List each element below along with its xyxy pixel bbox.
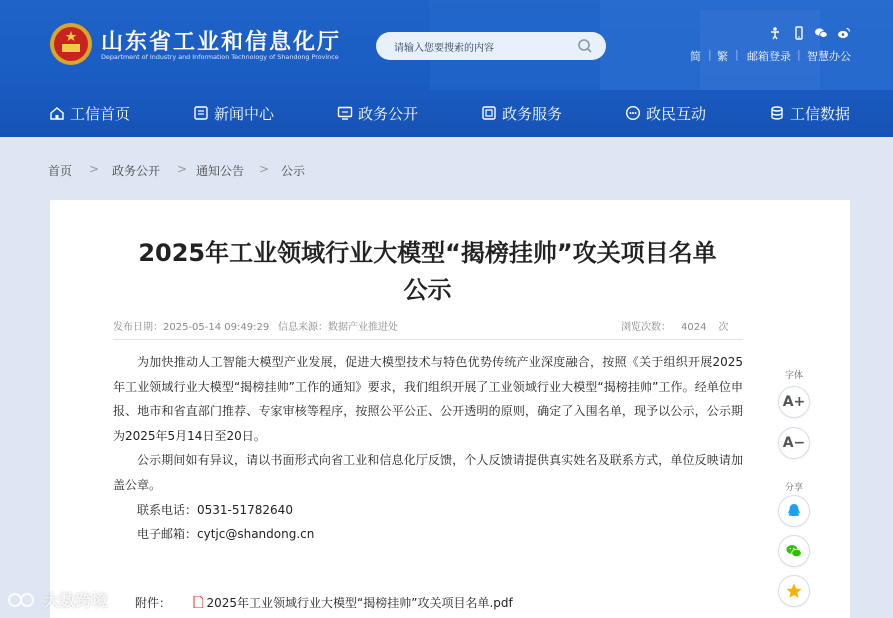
contact-phone: 联系电话：0531-51782640 xyxy=(137,502,293,517)
simplified-chinese-link[interactable]: 简 xyxy=(690,50,701,63)
home-icon xyxy=(49,105,65,121)
search-placeholder[interactable]: 请输入您要搜索的内容 xyxy=(394,43,494,54)
search-box[interactable] xyxy=(376,32,606,60)
quick-link-separator: | xyxy=(797,48,801,61)
font-decrease-label: A− xyxy=(782,435,806,451)
mailbox-login-link[interactable]: 邮箱登录 xyxy=(747,50,791,63)
nav-item-gov-services[interactable] xyxy=(481,96,562,130)
smart-office-link[interactable]: 智慧办公 xyxy=(807,50,851,63)
breadcrumb-separator: > xyxy=(259,162,270,176)
view-count-value: 4024 xyxy=(681,322,707,333)
share-label: 分享 xyxy=(785,483,804,493)
monitor-icon xyxy=(337,105,353,121)
view-count xyxy=(621,318,728,333)
font-increase-button[interactable] xyxy=(778,386,810,418)
article-title xyxy=(0,235,855,309)
article-body xyxy=(113,350,743,547)
interaction-icon xyxy=(625,105,641,121)
wechat-icon[interactable] xyxy=(814,25,828,39)
nav-item-label: 政务公开 xyxy=(358,104,419,123)
meta-divider xyxy=(113,339,743,340)
site-subtitle: Department of Industry and Information Technology of Shandong Province xyxy=(101,53,339,61)
site-title[interactable]: 山东省工业和信息化厅 xyxy=(101,30,342,55)
nav-item-news[interactable] xyxy=(193,96,274,130)
nav-item-label: 政务服务 xyxy=(502,104,563,123)
share-wechat-button[interactable] xyxy=(778,535,810,567)
view-count-label: 浏览次数： xyxy=(621,322,671,333)
breadcrumb-separator: > xyxy=(177,162,188,176)
nav-item-label: 新闻中心 xyxy=(214,104,275,123)
font-increase-label: A+ xyxy=(782,394,806,410)
article-title-line1: 2025年工业领域行业大模型“揭榜挂帅”攻关项目名单 xyxy=(138,239,717,267)
watermark xyxy=(8,588,108,611)
quick-link-separator: | xyxy=(735,48,739,61)
nav-item-data[interactable] xyxy=(769,96,850,130)
publish-date xyxy=(113,318,269,333)
article-paragraph: 公示期间如有异议，请以书面形式向省工业和信息化厅反馈，个人反馈请提供真实姓名及联系方式，单位反映请加盖公章。 xyxy=(113,453,743,492)
nav-item-label: 政民互动 xyxy=(646,104,707,123)
site-header xyxy=(0,0,893,137)
news-icon xyxy=(193,105,209,121)
publish-date-label: 发布日期： xyxy=(113,322,163,333)
attachment-link[interactable]: 2025年工业领域行业大模型“揭榜挂帅”攻关项目名单.pdf xyxy=(206,596,513,610)
nav-item-label: 工信数据 xyxy=(790,104,851,123)
font-size-label: 字体 xyxy=(785,371,804,381)
favorite-button[interactable] xyxy=(778,575,810,607)
nav-item-interaction[interactable] xyxy=(625,96,706,130)
breadcrumb-current: 公示 xyxy=(281,164,306,178)
quick-link-separator: | xyxy=(708,48,712,61)
pdf-icon xyxy=(193,596,203,608)
service-icon xyxy=(481,105,497,121)
breadcrumb-gov-affairs[interactable]: 政务公开 xyxy=(112,164,161,178)
publish-date-value: 2025-05-14 09:49:29 xyxy=(163,322,270,333)
nav-item-home[interactable] xyxy=(49,96,130,130)
nav-item-label: 工信首页 xyxy=(70,104,131,123)
breadcrumb-notices[interactable]: 通知公告 xyxy=(196,164,245,178)
info-source-label: 信息来源： xyxy=(278,322,328,333)
qq-icon xyxy=(785,502,803,520)
nav-item-gov-affairs[interactable] xyxy=(337,96,418,130)
search-icon[interactable] xyxy=(577,38,593,54)
database-icon xyxy=(769,105,785,121)
share-qq-button[interactable] xyxy=(778,495,810,527)
breadcrumb-separator: > xyxy=(89,162,100,176)
watermark-logo-icon xyxy=(8,591,38,609)
main-nav xyxy=(0,96,893,130)
article-paragraph: 为加快推动人工智能大模型产业发展，促进大模型技术与特色优势传统产业深度融合，按照《关于组织开展2025年工业领域行业大模型“揭榜挂帅”工作的通知》要求，我们组织开展了工业领域行业大模型“揭榜挂帅”工作。经单位申报、地市和省直部门推荐、专家审核等程序，按照公平公正、公开透明的原则，确定了入围名单，现予以公示，公示期为2025年5月14日至20日。 xyxy=(113,355,743,443)
watermark-text: 大数跨境 xyxy=(43,591,108,610)
weibo-icon[interactable] xyxy=(837,25,851,39)
article-title-line2: 公示 xyxy=(403,276,452,304)
contact-email: 电子邮箱：cytjc@shandong.cn xyxy=(137,527,315,542)
info-source xyxy=(278,318,398,333)
mobile-icon[interactable] xyxy=(792,25,806,39)
star-icon xyxy=(785,582,803,600)
breadcrumb-home[interactable]: 首页 xyxy=(48,164,73,178)
info-source-value: 数据产业推进处 xyxy=(328,322,398,333)
traditional-chinese-link[interactable]: 繁 xyxy=(717,50,728,63)
accessibility-icon[interactable] xyxy=(768,25,782,39)
attachment-row xyxy=(135,594,513,611)
attachment-label: 附件： xyxy=(135,596,172,610)
font-decrease-button[interactable] xyxy=(778,427,810,459)
wechat-share-icon xyxy=(785,542,803,560)
national-emblem-icon xyxy=(49,22,93,66)
view-count-unit: 次 xyxy=(718,322,729,333)
